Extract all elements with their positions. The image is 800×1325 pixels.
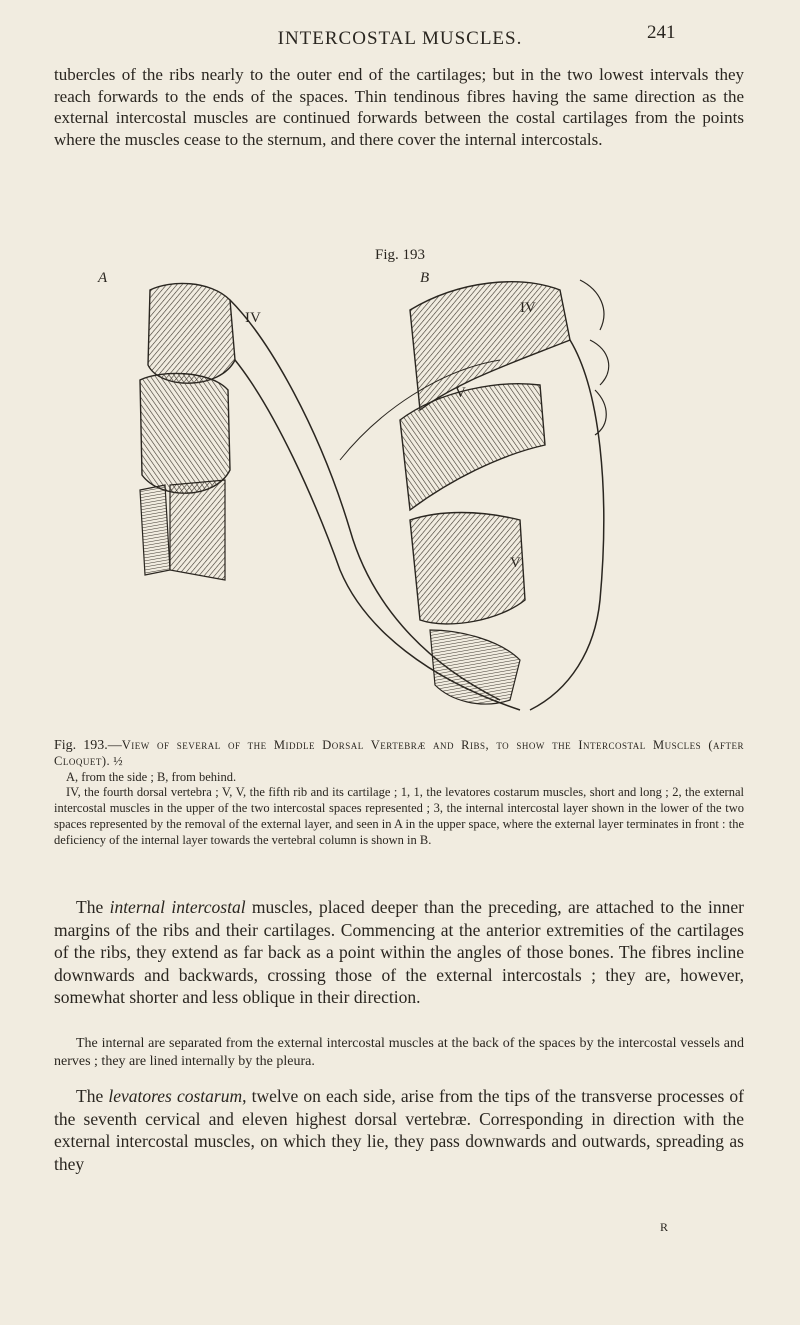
caption-view-line: A, from the side ; B, from behind. [66,769,237,784]
para-term: levatores costarum [108,1086,243,1106]
signature-mark: R [660,1220,669,1234]
label-v-b: V [510,555,521,571]
panel-b-drawing [340,280,609,710]
figure-caption [54,738,744,849]
running-head: INTERCOSTAL MUSCLES. [277,28,523,49]
para-lead: The [76,897,110,917]
label-iv-b: IV [520,300,536,316]
label-iv-a: IV [245,310,261,326]
label-v-a: V [455,385,466,401]
levatores-paragraph [54,1085,744,1175]
caption-title [54,738,744,770]
para-text: , twelve on each side, arise from the tips of the transverse processes of the seventh cervical and eleven highest dorsal vertebræ. Corresponding in direction with the external intercostal muscles, on which they lie, they pass downwards and outwards, spreading as they [54,1086,744,1174]
panel-a-letter: A [98,270,108,286]
caption-fig-number: Fig. 193.— [54,738,122,753]
figure-illustration [100,270,660,730]
para-text: muscles, placed deeper than the preceding, are attached to the inner margins of the ribs and their cartilages. Commencing at the anterior extremities of the cartilages of the ribs, they extend as far back as a point within the angles of those bones. The fibres incline downwards and backwards, crossing those of the external intercostals ; they are, however, somewhat shorter and less oblique in their direction. [54,897,745,1007]
para-lead: The [76,1086,109,1106]
small-print-paragraph: The internal are separated from the external intercostal muscles at the back of the spaces by the intercostal vessels and nerves ; they are lined internally by the pleura. [54,1036,744,1069]
page-number: 241 [647,22,676,43]
figure-label: Fig. 193 [374,247,425,263]
caption-scale: ½ [113,753,123,768]
rib-vertebra-engraving [100,270,660,730]
panel-b-letter: B [420,270,430,286]
para-term: internal intercostal [109,897,246,917]
caption-title-text: View of several of the Middle Dorsal Vertebræ and Ribs, to show the Intercostal Muscles (after Cloquet). [54,738,744,768]
intro-paragraph: tubercles of the ribs nearly to the outer end of the cartilages; but in the two lowest intervals they reach forwards to the ends of the spaces. Thin tendinous fibres having the same direction as the external intercostal muscles are continued forwards between the costal cartilages from the points where the muscles cease to the sternum, and there cover the internal intercostals. [54,65,744,149]
internal-intercostal-paragraph [54,896,744,1009]
caption-body: IV, the fourth dorsal vertebra ; V, V, the fifth rib and its cartilage ; 1, 1, the levatores costarum muscles, short and long ; 2, the external intercostal muscles in the upper of the two intercostal spaces represented ; 3, the internal intercostal layer shown in the lower of the two spaces represented by the removal of the external layer, and seen in A in the upper space, where the external layer terminates in front : the deficiency of the internal layer towards the vertebral column is shown in B. [54,785,744,847]
